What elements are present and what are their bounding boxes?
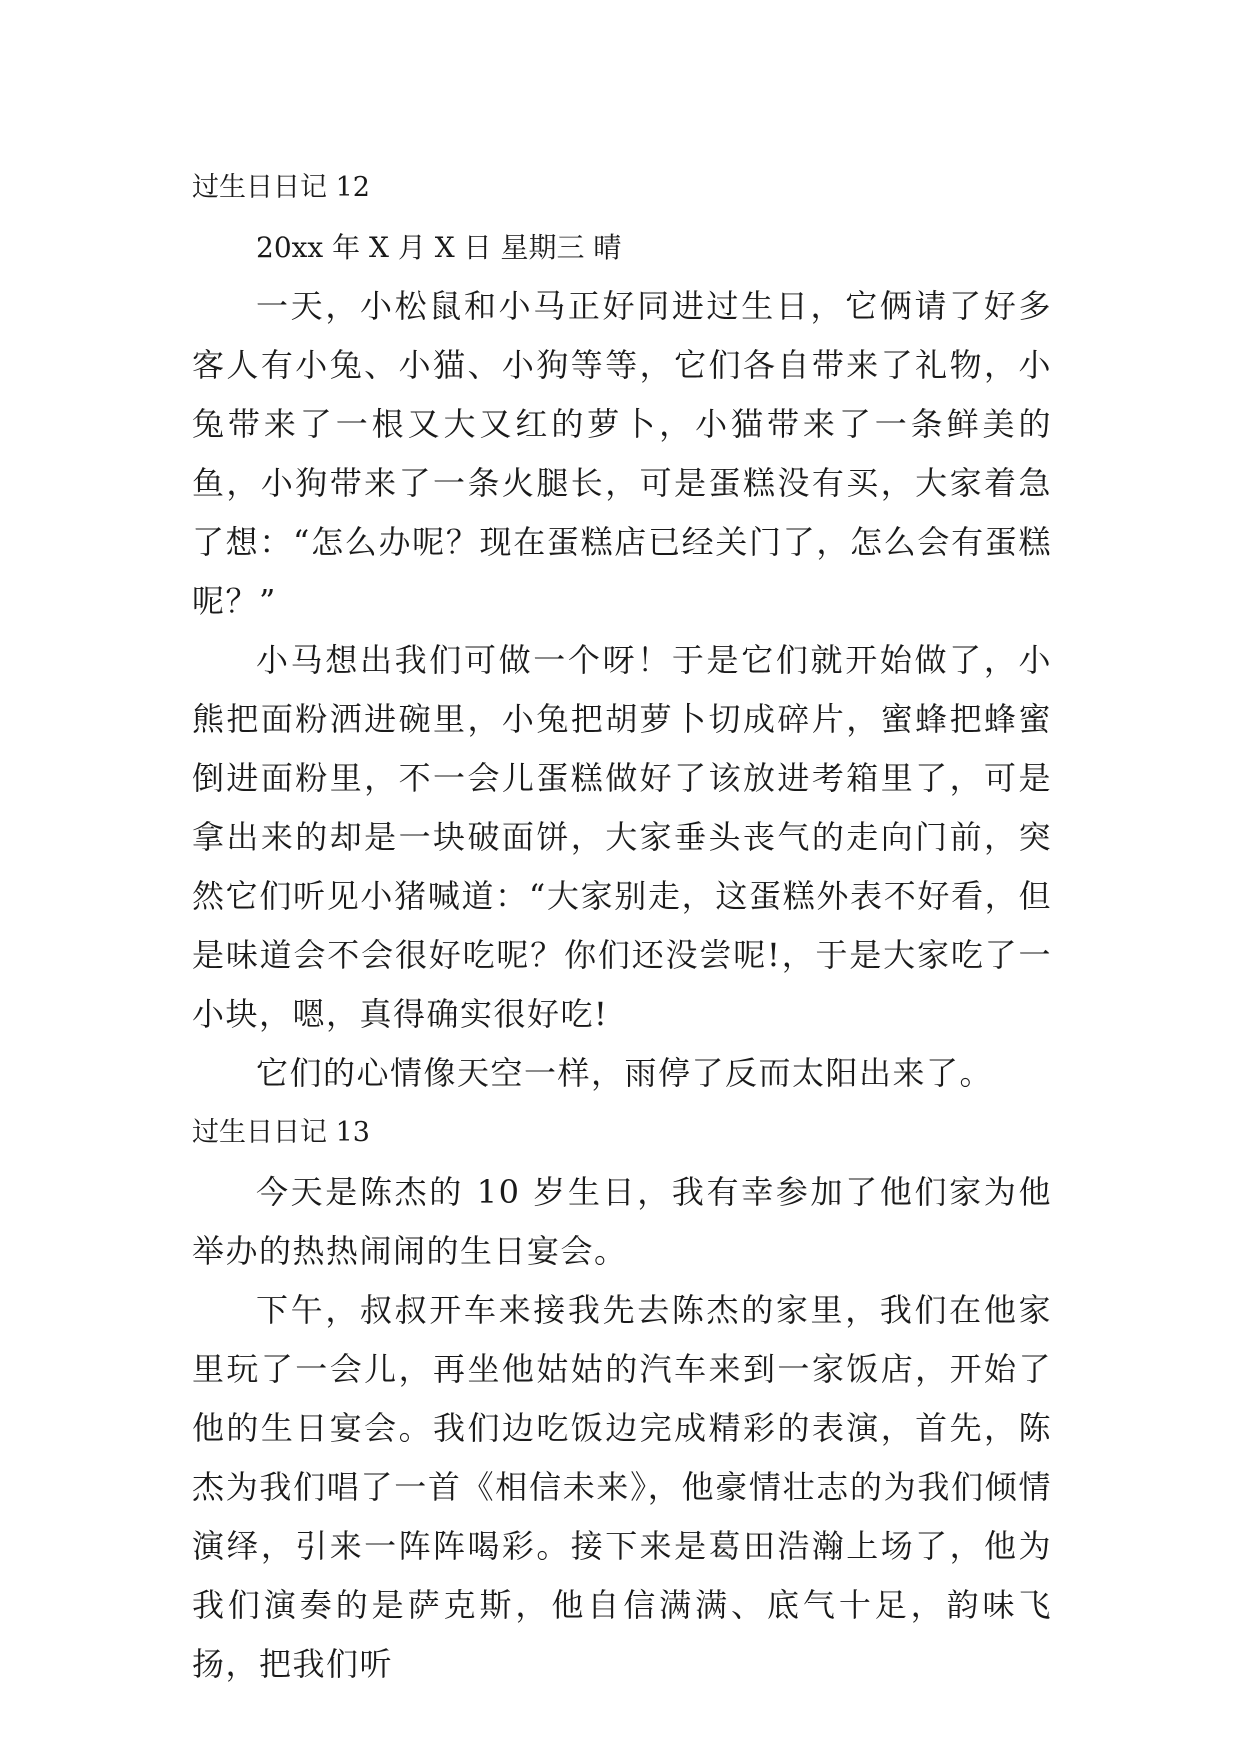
section-title-13: 过生日日记 13 xyxy=(192,1117,370,1148)
document-page xyxy=(192,158,1052,1694)
diary-date-line: 20xx 年 X 月 X 日 星期三 晴 xyxy=(256,231,622,264)
paragraph-12-1: 一天，小松鼠和小马正好同进过生日，它俩请了好多客人有小兔、小猫、小狗等等，它们各自带来了礼物，小兔带来了一根又大又红的萝卜，小猫带来了一条鲜美的鱼，小狗带来了一条火腿长，可是蛋糕没有买，大家着急了想：“怎么办呢？现在蛋糕店已经关门了，怎么会有蛋糕呢？” xyxy=(192,287,1052,620)
paragraph-12-3: 它们的心情像天空一样，雨停了反而太阳出来了。 xyxy=(256,1054,994,1092)
paragraph-12-2: 小马想出我们可做一个呀！于是它们就开始做了，小熊把面粉洒进碗里，小兔把胡萝卜切成碎片，蜜蜂把蜂蜜倒进面粉里，不一会儿蛋糕做好了该放进考箱里了，可是拿出来的却是一块破面饼，大家垂头丧气的走向门前，突然它们听见小猪喊道：“大家别走，这蛋糕外表不好看，但是味道会不会很好吃呢？你们还没尝呢!，于是大家吃了一小块，嗯，真得确实很好吃! xyxy=(192,641,1052,1033)
section-title-12: 过生日日记 12 xyxy=(192,172,370,203)
paragraph-13-2: 下午，叔叔开车来接我先去陈杰的家里，我们在他家里玩了一会儿，再坐他姑姑的汽车来到一家饭店，开始了他的生日宴会。我们边吃饭边完成精彩的表演，首先，陈杰为我们唱了一首《相信未来》，他豪情壮志的为我们倾情演绎，引来一阵阵喝彩。接下来是葛田浩瀚上场了，他为我们演奏的是萨克斯，他自信满满、底气十足，韵味飞扬，把我们听 xyxy=(192,1291,1052,1683)
paragraph-13-1: 今天是陈杰的 10 岁生日，我有幸参加了他们家为他举办的热热闹闹的生日宴会。 xyxy=(192,1173,1052,1270)
